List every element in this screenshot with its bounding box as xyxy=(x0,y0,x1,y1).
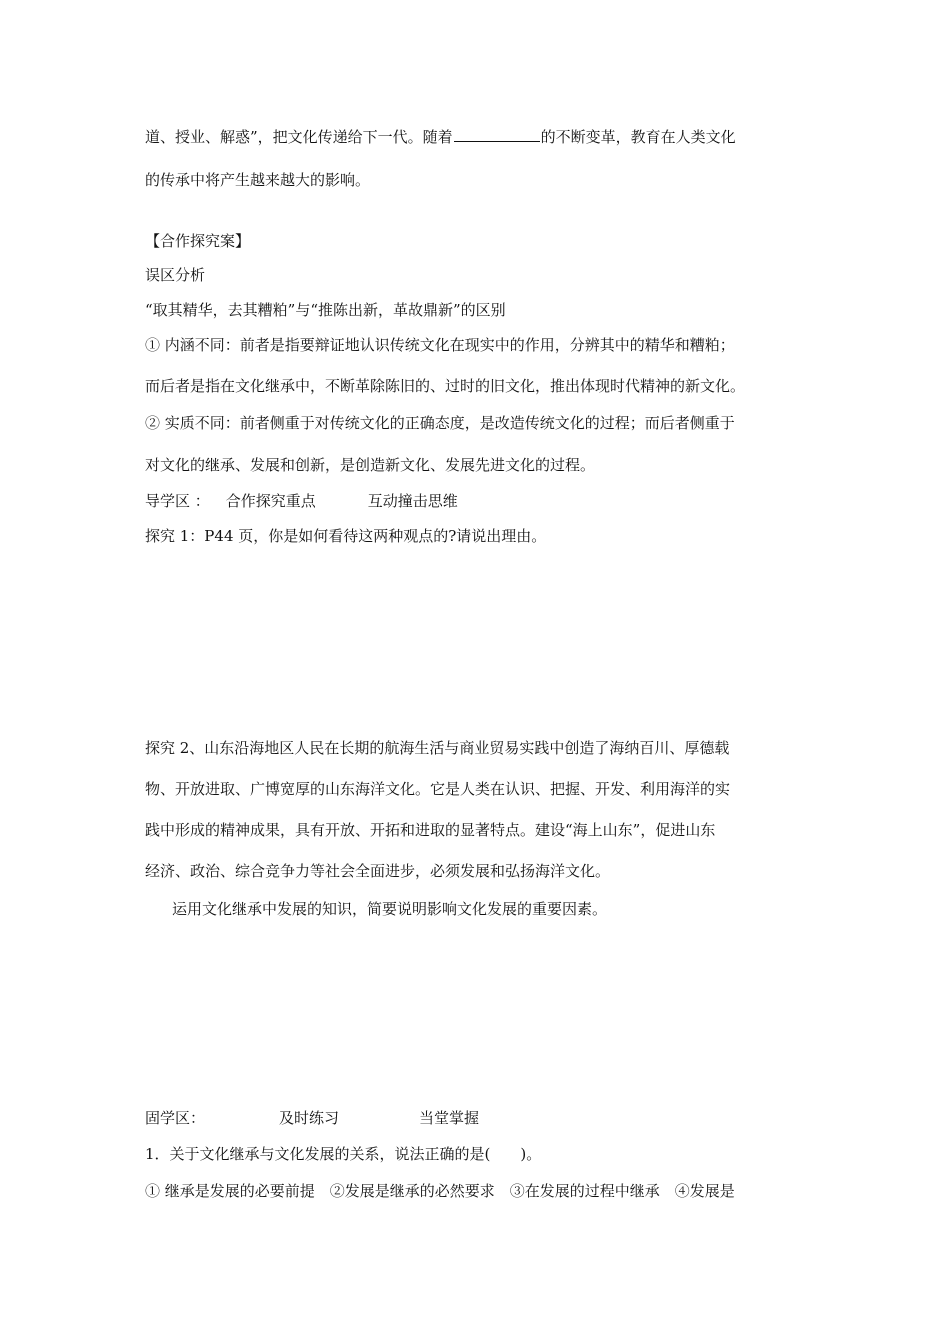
intro-line-1 xyxy=(145,127,736,147)
misconception-title: 误区分析 xyxy=(145,266,206,284)
intro-text-a: 道、授业、解惑”，把文化传递给下一代。随着 xyxy=(145,128,453,146)
explore2-line4: 经济、政治、综合竞争力等社会全面进步，必须发展和弘扬海洋文化。 xyxy=(145,862,611,880)
guide-row xyxy=(145,491,458,511)
explore2-line3: 践中形成的精神成果，具有开放、开拓和进取的显著特点。建设“海上山东”，促进山东 xyxy=(145,821,716,839)
consolidate-row xyxy=(145,1108,479,1128)
consolidate-label: 固学区： xyxy=(145,1109,206,1127)
intro-line-2: 的传承中将产生越来越大的影响。 xyxy=(145,171,371,189)
explore2-line1: 探究 2、山东沿海地区人民在长期的航海生活与商业贸易实践中创造了海纳百川、厚德载 xyxy=(145,739,730,757)
guide-item-2: 互动撞击思维 xyxy=(367,492,458,510)
explore2-question: 运用文化继承中发展的知识，简要说明影响文化发展的重要因素。 xyxy=(172,900,608,918)
intro-text-b: 的不断变革，教育在人类文化 xyxy=(540,128,736,146)
explore-1: 探究 1：P44 页，你是如何看待这两种观点的?请说出理由。 xyxy=(145,527,547,545)
consolidate-item-2: 当堂掌握 xyxy=(419,1109,480,1127)
point2-line1: ② 实质不同：前者侧重于对传统文化的正确态度，是改造传统文化的过程；而后者侧重于 xyxy=(145,414,735,432)
compare-title: “取其精华，去其糟粕”与“推陈出新，革故鼎新”的区别 xyxy=(145,301,506,319)
coop-heading: 【合作探究案】 xyxy=(145,232,251,250)
guide-item-1: 合作探究重点 xyxy=(225,492,316,510)
point2-line2: 对文化的继承、发展和创新，是创造新文化、发展先进文化的过程。 xyxy=(145,456,596,474)
question-1: 1．关于文化继承与文化发展的关系，说法正确的是( )。 xyxy=(145,1145,542,1163)
question-1-options: ① 继承是发展的必要前提 ②发展是继承的必然要求 ③在发展的过程中继承 ④发展是 xyxy=(145,1182,735,1200)
guide-label: 导学区 ： xyxy=(145,492,210,510)
point1-line2: 而后者是指在文化继承中，不断革除陈旧的、过时的旧文化，推出体现时代精神的新文化。 xyxy=(145,377,746,395)
point1-line1: ① 内涵不同：前者是指要辩证地认识传统文化在现实中的作用，分辨其中的精华和糟粕； xyxy=(145,336,735,354)
explore2-line2: 物、开放进取、广博宽厚的山东海洋文化。它是人类在认识、把握、开发、利用海洋的实 xyxy=(145,780,731,798)
consolidate-item-1: 及时练习 xyxy=(279,1109,340,1127)
fill-in-blank xyxy=(454,127,540,142)
